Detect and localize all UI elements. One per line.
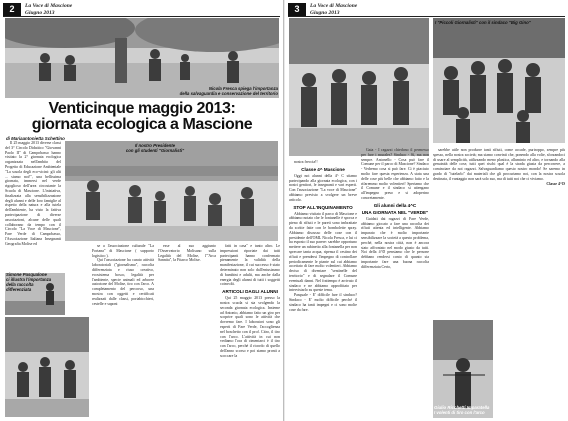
article-signature: Classe 4^D [546, 181, 565, 186]
article-paragraph: se a l'associazione culturale "La Fortana" di Mascione ( supporto logistico ). [92, 244, 154, 258]
right-page-header [288, 3, 565, 16]
top-left-photo [289, 18, 429, 156]
article-paragraph: Qui l'associazione ha curato attività laboratoriali ("giornalismo", raccolta differenziata e riuso creativo, ecosistema bosco, legalità per l'ambiente, specie animali ed arboree autoctone del Molise, tiro con l'arco. A completamento del percorso, una mostra con oggetti e certificati realizzati dalle classi, portabicchieri, cestelle e saponi [92, 258, 154, 306]
article-column-1 [5, 141, 61, 271]
article-paragraph: nostra freccia!! [294, 160, 318, 164]
photo-young-reporters [433, 18, 565, 143]
masthead [310, 3, 357, 16]
subhead: ARTICOLI DAGLI ALUNNI [222, 289, 278, 295]
headline [4, 101, 280, 133]
caption-line: della raccolta [6, 282, 34, 287]
article-paragraph: Oggi noi alunni della 4^ C stiamo partecipando alla giornata ecologica, con i nostri genitori, le insegnanti e vari esperti. Con l'associazione "La voce di Mascione" abbiamo previsto a svolgere un breve articolo. [289, 173, 357, 202]
subhead: UNA GIORNATA NEL "VERDE" [361, 209, 429, 215]
article-column-3 [158, 244, 216, 416]
headline-line-2: giornata ecologica a Mascione [31, 116, 253, 133]
caption-line: con gli studenti "Giornalisti" [125, 148, 185, 153]
header-rule [3, 16, 280, 17]
top-photo [433, 18, 565, 143]
subhead: Gli alunni della 4^C [373, 202, 417, 208]
masthead [25, 3, 72, 16]
photo-archery [433, 320, 493, 418]
masthead-title: La Voce di Mascione [25, 3, 73, 9]
article-paragraph: fatti in casa" e tanto altro. Le impressioni riportate dai tutti partecipanti hanno confermato pienamente la validità della manifestazione, il cui successo è stato determinato non solo dall'entusiasmo di bambini e adulti, ma anche dalla energia degli alunni di tutti i soggetti coinvolti. [220, 244, 280, 287]
article-paragraph: Il 25 maggio 2013 diverse classi del 3° Circolo Didattico "Giovanni Paolo II" di Campobasso hanno visitato la 2° giornata ecologica organizzata nell'ambito del Progetto di Educazione Ambientale "La scuola degli eco-vicini: gli alti ... siamo noi!", una bellissima giornata, immersi nel verde rigoglioso dell'area circostante la Scuola di Mascione. L'iniziativa, finalizzata alla sensibilizzazione degli alunni e delle loro famiglie al rispetto della natura e alla tutela dell'ambiente, ha visto la fattiva partecipazione di diverse associazioni, alcune delle quali collaborano da tempo con il Circolo "La Voce di Mascione", Fare Verde di Campobasso, l'Associazione Italiana Insegnanti Geografia Molise ed [5, 141, 61, 246]
archery-photo [433, 320, 493, 418]
caption-line: Nicola Fresca spiega l'importanza [208, 86, 278, 91]
article-column-4 [220, 244, 280, 416]
caption-line: I volenti di tiro con l'arco [434, 410, 485, 415]
page-number: 2 [3, 3, 21, 16]
subhead: Classe 4^ Mascione [301, 166, 345, 172]
article-paragraph: Guidati dai ragazzi di Fare Verde, abbiamo giocato a fare una raccolta dei rifiuti attenta ed intelligente. Abbiamo imparato che è molto importante sensibilizzare la società a questo problema, perché, nella nostra città, non è ancora stato affrontato nel modo giusto da tutti. Noi della 4^D pensiamo che le persone debbano rendersi conto di quanto sia importante fare una buona raccolta differenziata Certo, [361, 216, 429, 269]
caption-line: ci illustra l'importanza [6, 277, 52, 282]
photo-children-group [289, 18, 429, 156]
byline: di Mariaantonietta Schettino [6, 136, 65, 141]
right-column-1 [289, 160, 357, 418]
article-paragraph: Gaia - I ragazzi chiedono il permesso per fare i murales? Sindaco - Sì, ma non sempre. Antonello - Cosa può fare il Comune per il parco di Mascione? Sindaco - Vedremo cosa si può fare. Ci è piaciuto molto fare questa esperienza. A stata una delle cose più belle che abbiamo fatto e la rifaremmo molto volentieri! Speriamo che il Comune e il sindaco si attengano all'impegno preso e si adoperino concretamente. [361, 148, 429, 200]
archery-photo-caption [434, 405, 492, 415]
right-column-2 [361, 148, 429, 418]
lower-left-photo [5, 317, 89, 417]
article-paragraph: Abbiamo visitato il parco di Mascione e abbiamo notato che le fontanelle è sporca e pieno di rifiuti e le pareti sono imbrattate da scritte fatte con le bombolette spray. Abbiamo discusso delle cose con il presidente dell'OML Nicola Fresca, e lui ci ha esposto il suo parere: sarebbe opportuno mettere un rubinetto alla fontanella per non sprecare tanta acqua, ripensa il cestino dei rifiuti e prendersi l'impegno di controllare periodicamente le piante sul cui abbiamo accettato di fare molto volentieri. Abbiamo deciso di diventare "sentinelle del territorio" e di segnalare il Comune eventuali danni. Nel frattempo è arrivato il sindaco e ne abbiamo approfittato per intervistarlo su queste tema. [289, 211, 357, 293]
left-page-header [3, 3, 280, 16]
subhead: STOP ALL'INQUINAMENTO [293, 204, 353, 210]
right-page [285, 0, 568, 421]
caption-line: Giulio Ricchetti Imparatella [434, 405, 490, 410]
mid-photo-caption [120, 143, 190, 153]
caption-line: della salvaguardia e conservazione del territorio [179, 91, 278, 96]
article-paragraph: Qui 25 maggio 2013 presso la nostra scuola si sta svolgendo la seconda giornata ecologica. Insieme ad Antonio, abbiamo fatto un giro per scoprire quali sono le attività che dovremo fare. I laboratori sono gli esperti di Fare Verde, l'accoglienza nel boschetto con il prof. Citro, il tiro con l'arco. L'attività in cui non vediamo l'ora di cimentarci è il tiro con l'arco, perché il ricordo di quello dell'anno scorso e poi siamo pronti a scoccare la [220, 296, 280, 358]
caption-line: Simone Pasqualone [6, 272, 47, 277]
photo-crowd-seated [65, 141, 278, 241]
article-paragraph: Pasquale - E' difficile fare il sindaco? Sindaco - E' molto difficile perché il sindaco ha tanti impegni e ci sono molte cose da fare. [289, 293, 357, 312]
masthead-title: La Voce di Mascione [310, 3, 358, 9]
article-paragraph: sarebbe utile non produrre tanti rifiuti, come accade, purtroppo, sempre più spesso, nella nostra società; ma siamo convinti che, ponendo alla volte, sforzandoci di usare al semplicità, utilizzando meno plastica, alluminio ed altro, e tornando alla genuinità delle cose, tutti quei rischi qual è la strada giusta da percorrere, a cominciare da noi ragazzi. Salvaguardiamo questo nostro mondo! Se saremo in grado di "tutelarlo" dai materiali che gli procuriamo noi, con la nostra scuola destinata, il vantaggio non sarà solo suo, ma di tutti noi che ci viviamo. [433, 148, 565, 181]
article-column-2 [92, 244, 154, 416]
photo-children-outdoors [5, 317, 89, 417]
page-number: 3 [288, 3, 306, 16]
top-photo-caption: I "Piccoli Giornalisti" con il sindaco "Big Gino" [435, 20, 531, 25]
caption-line: differenziata [6, 287, 32, 292]
article-paragraph: esse al suo aggiunto l'Osservatorio Molisano sulla Legalità del Molise, l'"Arca Sannita", la Fitarco Molise. [158, 244, 216, 263]
header-rule [288, 16, 565, 17]
right-column-3 [433, 148, 565, 316]
mid-photo [65, 141, 278, 241]
headline-line-1: Venticinque maggio 2013: [48, 100, 236, 117]
caption-line: Il nostro Presidente [134, 143, 176, 148]
masthead-date: Giugno 2013 [310, 9, 340, 16]
top-photo-caption [170, 86, 278, 96]
masthead-date: Giugno 2013 [25, 9, 55, 16]
bottom-left-caption [6, 272, 64, 292]
